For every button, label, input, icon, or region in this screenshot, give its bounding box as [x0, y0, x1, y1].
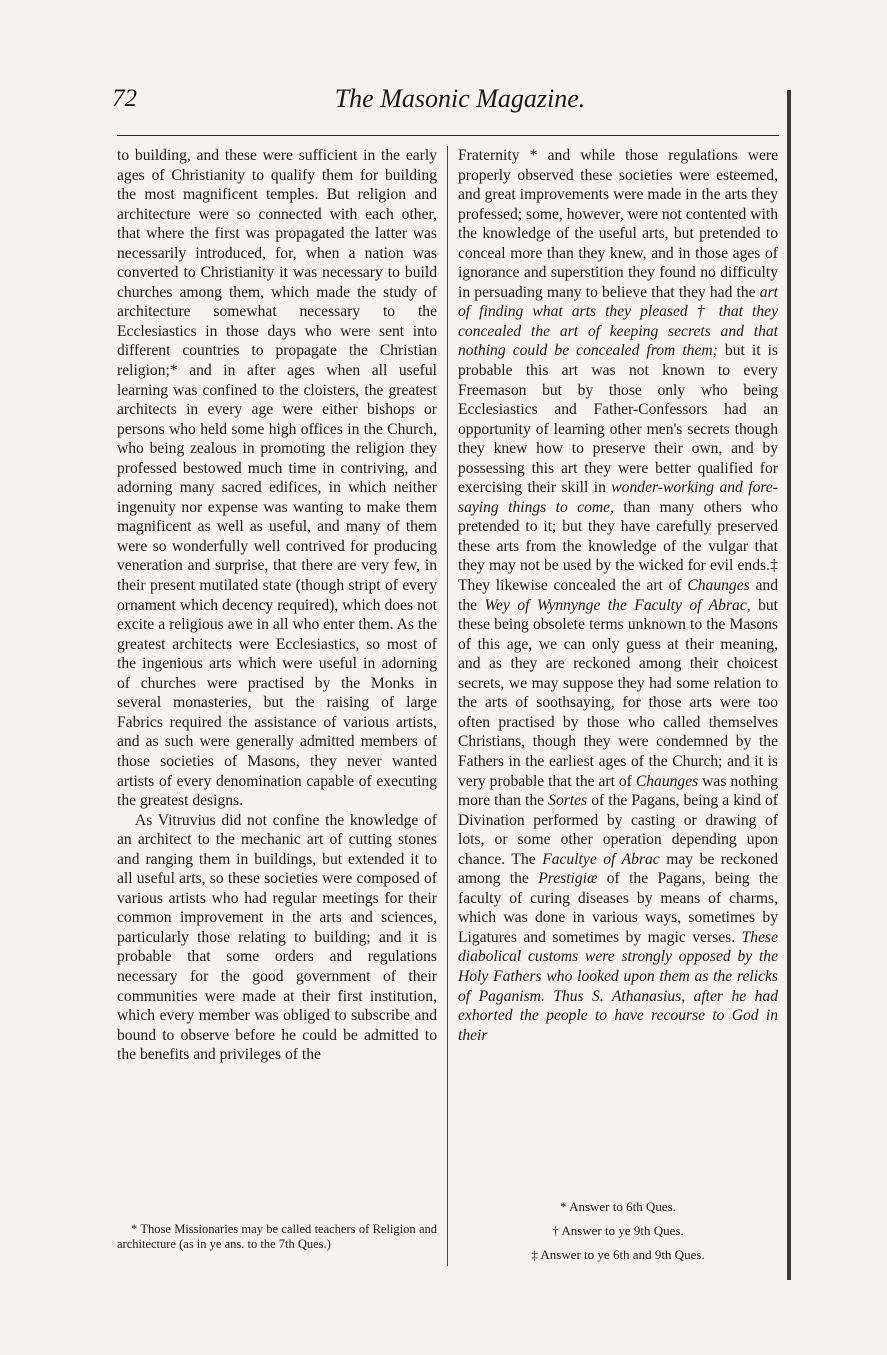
italic-run: Facultye of Abrac: [542, 850, 660, 868]
running-title: The Masonic Magazine.: [334, 84, 586, 113]
right-paragraph: [458, 146, 778, 1045]
page-edge-mark: [787, 90, 791, 1280]
italic-run: Chaunges: [635, 772, 699, 790]
text-run: but it is probable this art was not known to every Freemason but by those only who being Ecclesiastics and Father-Confessors had an opportunity of learning other men's secrets though they knew how to preserve their own, and by possessing this art they were better qualified for exercising their skill in: [458, 342, 779, 497]
italic-run: Prestigiæ: [538, 870, 598, 888]
italic-run: Sortes: [548, 792, 588, 810]
text-run: than many others who pretended to it; but they have carefully preserved these arts from the knowledge of the vulgar that they may not be used by the wicked for evil ends.‡ They likewise concealed the art of: [458, 498, 778, 595]
footnote-3: ‡ Answer to ye 6th and 9th Ques.: [531, 1247, 705, 1262]
left-paragraph-2: As Vitruvius did not confine the knowledge of an architect to the mechanic art of cutting stones and ranging them in buildings, but extended it to all useful arts, so these societies were composed of various artists who had regular meetings for their common improvement in the arts and sciences, particularly those relating to building; and it is probable that some orders and regulations necessary for the good government of their communities were made at their first institution, which every member was obliged to subscribe and bound to observe before he could be admitted to the benefits and privileges of the: [117, 811, 437, 1064]
text-run: of the Pagans, being a kind of Divination performed by casting or drawing of lots, or some other operation depending upon chance. The: [458, 792, 778, 868]
page-number: 72: [112, 85, 137, 112]
header-rule: [117, 135, 779, 136]
footnote-1: * Answer to 6th Ques.: [560, 1199, 676, 1214]
italic-run: Wey of Wynnynge the Faculty of Abrac,: [484, 596, 751, 614]
right-footnotes: [458, 1195, 778, 1267]
italic-run: art of finding what arts they pleased † that they concealed the art of keeping secrets and that nothing could be concealed from them;: [458, 283, 778, 360]
left-paragraph-1: to building, and these were sufficient in the early ages of Christianity to qualify them for building the most magnificent temples. But religion and architecture were so connected with each other, that where the first was propagated the latter was necessarily introduced, for, when a nation was converted to Christianity it was necessary to build churches among them, which made the study of architecture somewhat necessary to the Ecclesiastics in those days who were sent into different countries to propagate the Christian religion;* and in after ages when all useful learning was confined to the cloisters, the greatest architects in every age were either bishops or persons who held some high offices in the Church, who being zealous in promoting the religion they professed bestowed much time in contriving, and adorning many sacred edifices, in which neither ingenuity nor expense was wanting to make them magnificent as well as useful, and many of them were so wonderfully well contrived for producing veneration and surprise, that there are very few, in their present mutilated state (though stript of every ornament which decency required), which does not excite a religious awe in all who enter them. As the greatest architects were Ecclesiastics, so most of the ingenious arts which were useful in adorning of churches were practised by the Monks in several monasteries, but the raising of large Fabrics required the assistance of various artists, and as such were generally admitted members of those societies of Masons, they never wanted artists of every denomination capable of executing the greatest designs.: [117, 147, 437, 810]
column-divider: [447, 146, 448, 1266]
italic-run: Chaunges: [687, 577, 750, 595]
right-column: [458, 146, 778, 1045]
text-run: may be reckoned among the: [458, 850, 779, 888]
left-footnote: * Those Missionaries may be called teachers of Religion and architecture (as in ye ans. to the 7th Ques.): [117, 1222, 437, 1251]
text-run: and the: [458, 577, 778, 614]
italic-run: These diabolical customs were strongly opposed by the Holy Fathers who looked upon them as the relicks of Paganism. Thus S. Athanasius, after he had exhorted the people to have recourse to God in their: [458, 928, 778, 1044]
text-run: but these being obsolete terms unknown to the Masons of this age, we can only guess at their meaning, and as they are reckoned among their choicest secrets, we may suppose they had some relation to the arts of soothsaying, for those arts were too often practised by those who called themselves Christians, though they were condemned by the Fathers in the earliest ages of the Church; and it is very probable that the art of: [458, 596, 778, 790]
text-run: of the Pagans, being the faculty of curing diseases by means of charms, which was done in various ways, sometimes by Ligatures and sometimes by magic verses.: [458, 870, 778, 946]
footnote-2: † Answer to ye 9th Ques.: [552, 1223, 684, 1238]
italic-run: wonder-working and fore-saying things to come,: [458, 479, 778, 516]
left-column: [117, 146, 437, 1065]
text-run: was nothing more than the: [458, 772, 778, 810]
text-run: Fraternity * and while those regulations were properly observed these societies were esteemed, and great improvements were made in the arts they professed; some, however, were not contented with the knowledge of the useful arts, but pretended to conceal more than they knew, and in those ages of ignorance and superstition they found no difficulty in persuading many to believe that they had the: [458, 147, 778, 301]
